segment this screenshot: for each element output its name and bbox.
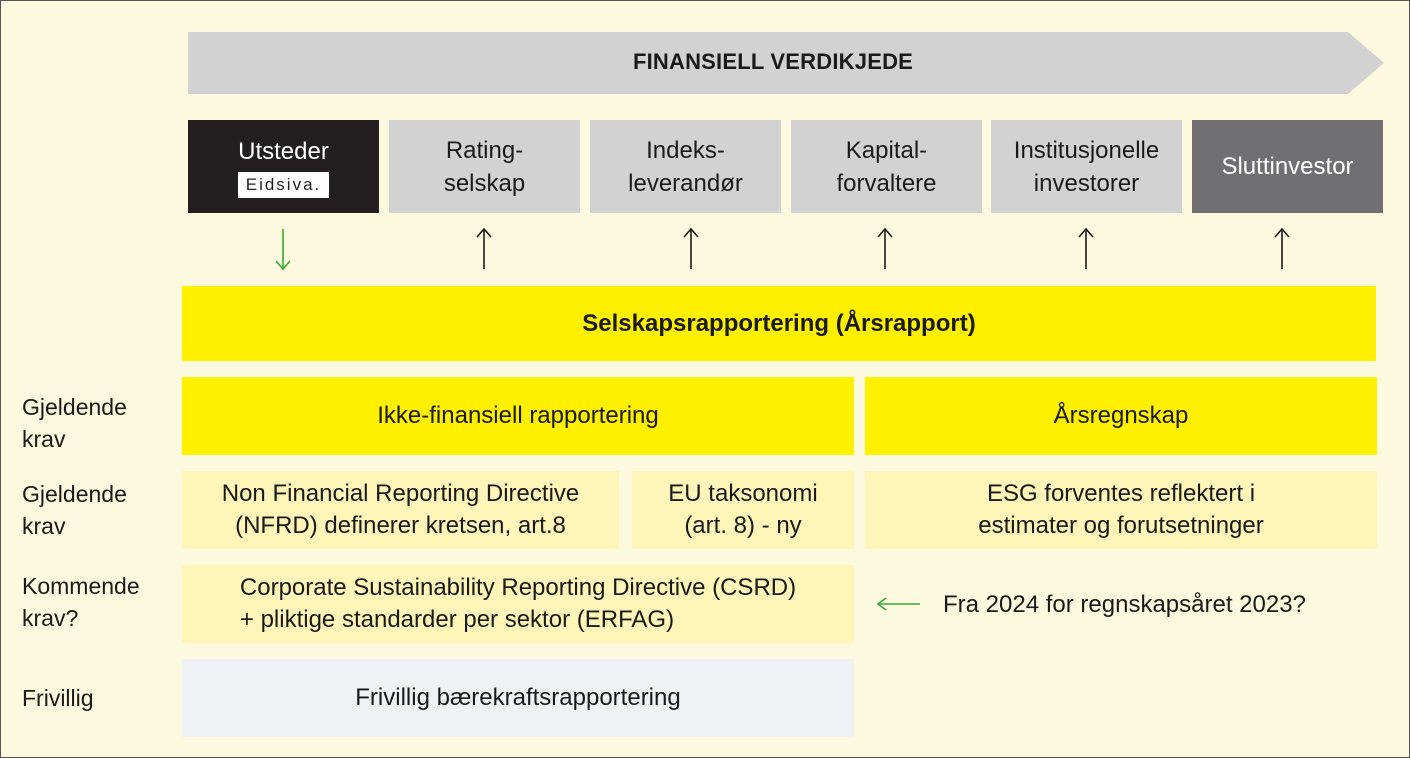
cell-ikke-finansiell-rapportering xyxy=(182,377,854,455)
fra-2024-note: Fra 2024 for regnskapsåret 2023? xyxy=(943,591,1306,618)
chain-box-kapitalforvaltere xyxy=(791,120,982,213)
cell-nfrd xyxy=(182,471,619,549)
cell-csrd xyxy=(182,565,854,643)
cell-csrd-text: Corporate Sustainability Reporting Directive (CSRD) + pliktige standarder per sektor (ERFAG) xyxy=(239,574,797,633)
row-label-frivillig: Frivillig xyxy=(22,685,94,711)
up-arrow-icon xyxy=(1275,229,1289,269)
row-label-kommende-krav: Kommende krav? xyxy=(22,573,140,631)
value-chain-banner xyxy=(188,32,1384,94)
cell-ikke-finansiell-text: Ikke-finansiell rapportering xyxy=(377,402,659,429)
banner-title: FINANSIELL VERDIKJEDE xyxy=(632,49,914,74)
up-arrow-icon xyxy=(878,229,892,269)
cell-eu-taksonomi-text: EU taksonomi (art. 8) - ny xyxy=(668,480,818,539)
company-reporting-bar xyxy=(182,286,1376,361)
cell-esg-text: ESG forventes reflektert i estimater og forutsetninger xyxy=(978,480,1264,539)
chain-label-sluttinvestor: Sluttinvestor xyxy=(1221,153,1354,180)
cell-eu-taksonomi xyxy=(632,471,854,549)
up-arrow-icon xyxy=(477,229,491,269)
down-arrow-icon xyxy=(276,229,290,269)
cell-arsregnskap xyxy=(865,377,1377,455)
chain-label-institusjonelle-investorer: Institusjonelle investorer xyxy=(1013,136,1160,197)
chain-box-sluttinvestor xyxy=(1192,120,1383,213)
chain-label-utsteder: Utsteder xyxy=(238,138,329,165)
up-arrow-icon xyxy=(684,229,698,269)
left-arrow-icon xyxy=(874,594,924,614)
cell-arsregnskap-text: Årsregnskap xyxy=(1053,402,1189,429)
company-reporting-label: Selskapsrapportering (Årsrapport) xyxy=(582,309,976,337)
row-label-gjeldende-krav-2: Gjeldende krav xyxy=(22,481,127,539)
cell-nfrd-text: Non Financial Reporting Directive (NFRD) definerer kretsen, art.8 xyxy=(221,480,580,539)
row-label-gjeldende-krav-1: Gjeldende krav xyxy=(22,394,127,452)
cell-frivillig-text: Frivillig bærekraftsrapportering xyxy=(355,684,681,711)
up-arrow-icon xyxy=(1079,229,1093,269)
eidsiva-logo: Eidsiva. xyxy=(238,172,330,198)
cell-frivillig-baerekraft xyxy=(182,659,854,737)
chain-arrows xyxy=(1,223,1410,283)
chain-box-indeksleverandor xyxy=(590,120,781,213)
chain-label-indeksleverandor: Indeks- leverandør xyxy=(628,136,743,197)
chain-label-ratingselskap: Rating- selskap xyxy=(443,136,526,197)
chain-label-kapitalforvaltere: Kapital- forvaltere xyxy=(836,136,937,197)
chain-box-ratingselskap xyxy=(389,120,580,213)
chain-box-institusjonelle-investorer xyxy=(991,120,1182,213)
cell-esg xyxy=(865,471,1377,549)
chain-box-utsteder xyxy=(188,120,379,213)
